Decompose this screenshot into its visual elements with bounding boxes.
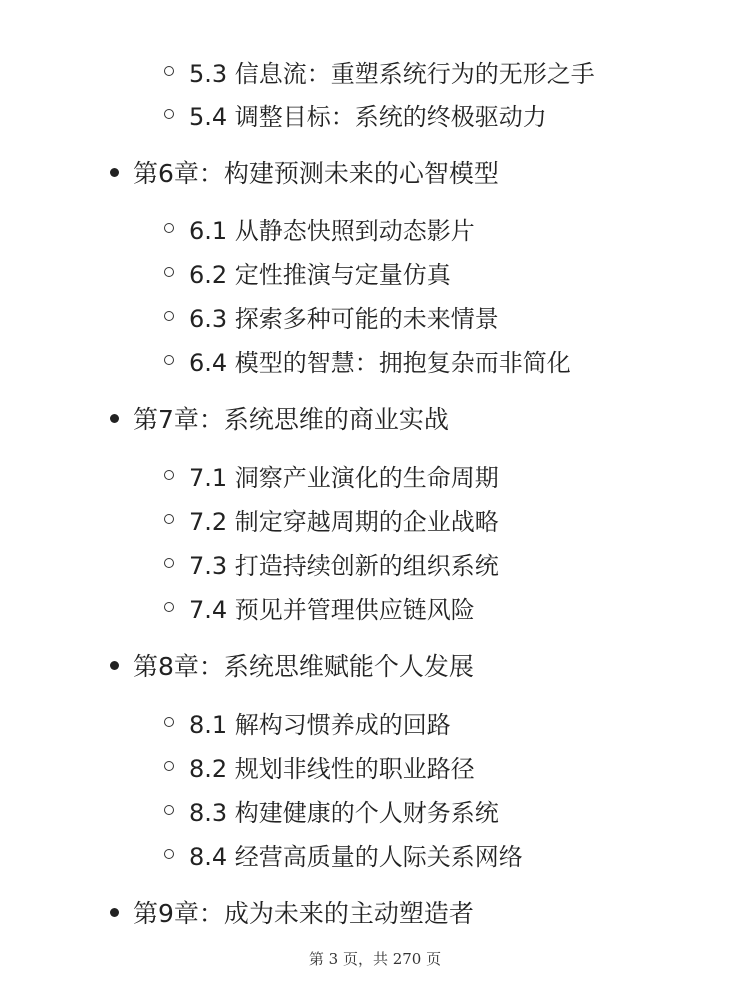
toc-subitem-text: 8.3 构建健康的个人财务系统 [189,798,499,827]
hollow-bullet-icon [164,267,174,277]
toc-chapter [104,645,474,685]
toc-subitem [158,501,499,537]
hollow-bullet-icon [164,470,174,480]
hollow-bullet-icon [164,109,174,119]
toc-subitem [158,254,451,290]
hollow-bullet-icon [164,311,174,321]
toc-subitem-text: 8.1 解构习惯养成的回路 [189,710,451,739]
toc-chapter [104,152,499,192]
filled-bullet-icon [110,908,119,917]
toc-subitem [158,96,547,132]
toc-subitem-text: 6.2 定性推演与定量仿真 [189,260,451,289]
filled-bullet-icon [110,414,119,423]
toc-chapter [104,892,474,932]
hollow-bullet-icon [164,717,174,727]
toc-subitem [158,748,475,784]
toc-chapter-text: 第8章：系统思维赋能个人发展 [133,652,474,681]
toc-subitem-text: 7.3 打造持续创新的组织系统 [189,551,499,580]
toc-subitem-text: 5.4 调整目标：系统的终极驱动力 [189,102,547,131]
toc-subitem-text: 8.4 经营高质量的人际关系网络 [189,842,523,871]
toc-subitem [158,53,595,89]
toc-chapter [104,398,449,438]
toc-subitem [158,836,523,872]
hollow-bullet-icon [164,514,174,524]
page-number-footer: 第 3 页，共 270 页 [308,950,442,968]
hollow-bullet-icon [164,355,174,365]
toc-subitem-text: 7.4 预见并管理供应链风险 [189,595,475,624]
toc-subitem [158,704,451,740]
hollow-bullet-icon [164,761,174,771]
toc-subitem-text: 6.1 从静态快照到动态影片 [189,216,475,245]
toc-subitem [158,210,475,246]
hollow-bullet-icon [164,849,174,859]
hollow-bullet-icon [164,602,174,612]
hollow-bullet-icon [164,66,174,76]
toc-subitem [158,298,499,334]
toc-subitem-text: 7.2 制定穿越周期的企业战略 [189,507,499,536]
hollow-bullet-icon [164,805,174,815]
toc-subitem-text: 5.3 信息流：重塑系统行为的无形之手 [189,59,595,88]
hollow-bullet-icon [164,558,174,568]
toc-subitem-text: 6.4 模型的智慧：拥抱复杂而非简化 [189,348,571,377]
toc-chapter-text: 第7章：系统思维的商业实战 [133,405,449,434]
toc-subitem [158,589,475,625]
toc-chapter-text: 第6章：构建预测未来的心智模型 [133,159,499,188]
toc-subitem-text: 6.3 探索多种可能的未来情景 [189,304,499,333]
toc-subitem [158,545,499,581]
filled-bullet-icon [110,168,119,177]
toc-subitem [158,792,499,828]
filled-bullet-icon [110,661,119,670]
toc-subitem-text: 7.1 洞察产业演化的生命周期 [189,463,499,492]
hollow-bullet-icon [164,223,174,233]
toc-chapter-text: 第9章：成为未来的主动塑造者 [133,899,474,928]
toc-subitem-text: 8.2 规划非线性的职业路径 [189,754,475,783]
toc-subitem [158,457,499,493]
toc-subitem [158,342,571,378]
